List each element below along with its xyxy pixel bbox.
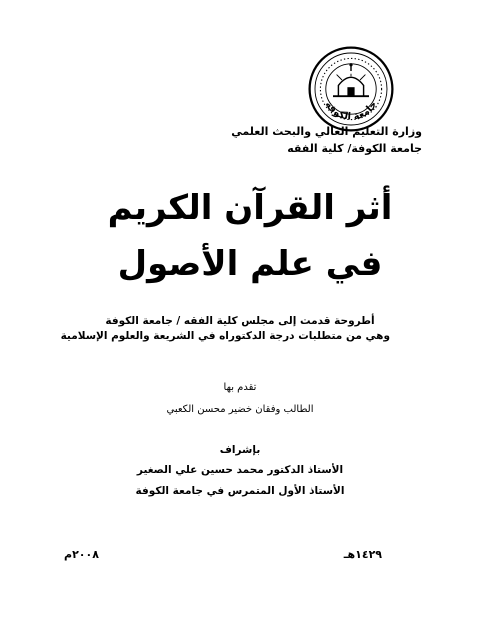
seal-text: جامعة الكوفة: [322, 99, 380, 123]
date-hijri: ١٤٢٩هـ: [343, 548, 382, 561]
description-line1: أطروحة قدمت إلى مجلس كلية الفقه / جامعة الكوفة: [105, 315, 375, 327]
description-line2: وهي من متطلبات درجة الدكتوراه في الشريعة والعلوم الإسلامية: [60, 330, 390, 342]
supervisor-title: الأستاذ الأول المتمرس في جامعة الكوفة: [135, 485, 345, 497]
date-gregorian: ٢٠٠٨م: [64, 548, 99, 561]
thesis-description: [60, 314, 390, 344]
thesis-title-line2: في علم الأصول: [117, 244, 383, 284]
supervisor-name: الأستاذ الدكتور محمد حسين علي الصغير: [136, 464, 344, 476]
ministry-header: [182, 123, 422, 157]
supervision-label: بإشراف: [219, 444, 261, 456]
ministry-name: وزارة التعليم العالي والبحث العلمي: [231, 125, 422, 138]
university-college: جامعة الكوفة/ كلية الفقه: [287, 142, 422, 155]
university-seal-icon: [306, 44, 396, 134]
thesis-title-line1: أثر القرآن الكريم: [107, 188, 393, 228]
student-name: الطالب وفقان خضير محسن الكعبي: [166, 404, 314, 415]
presented-by-label: تقدم بها: [223, 382, 257, 393]
